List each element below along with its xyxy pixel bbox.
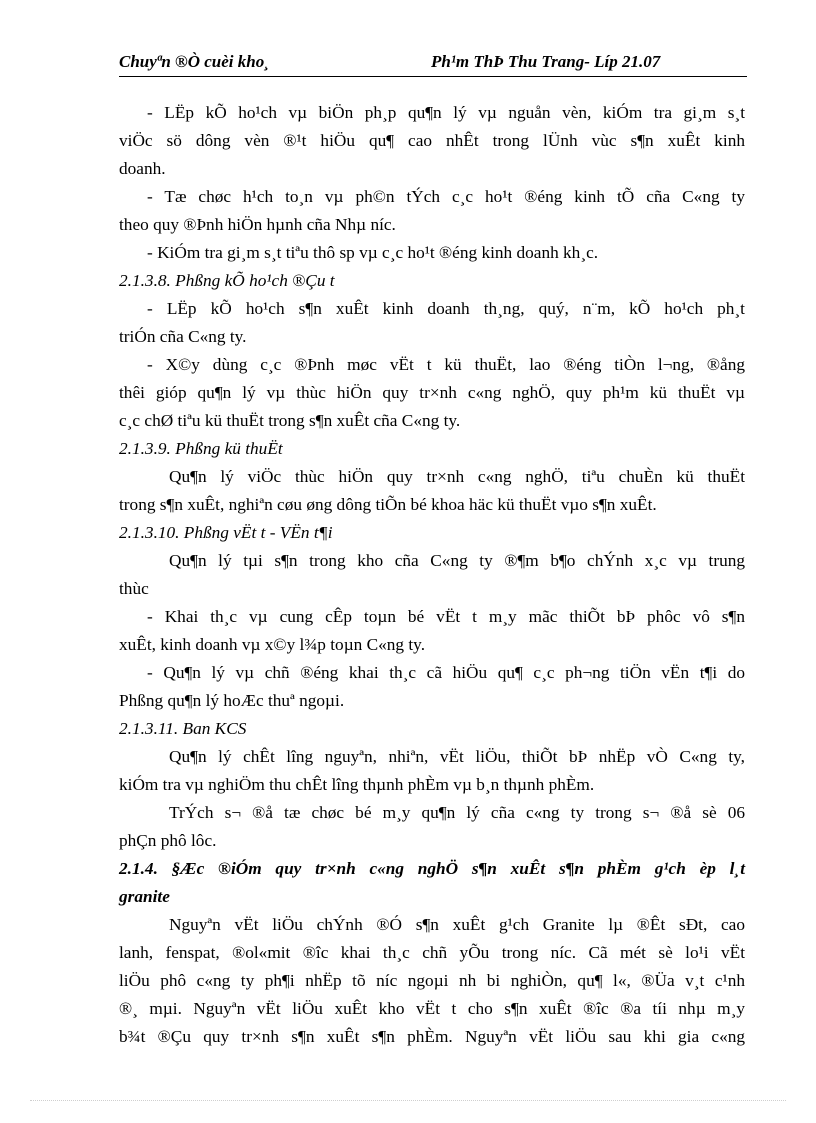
paragraph-line: doanh. [119, 159, 166, 178]
paragraph-line: - LËp kÕ ho¹ch vµ biÖn ph¸p qu¶n lý vµ nguån vèn, kiÓm tra gi¸m s¸t [147, 103, 745, 122]
paragraph-line: thêi gióp qu¶n lý vµ thùc hiÖn quy tr×nh c«ng nghÖ, quy ph¹m kü thuËt vµ [119, 383, 745, 402]
section-heading: 2.1.3.8. Phßng kÕ ho¹ch ®Çu t [119, 271, 335, 290]
paragraph-line: TrÝch s¬ ®å tæ chøc bé m¸y qu¶n lý cña c«ng ty trong s¬ ®å sè 06 [169, 803, 745, 822]
paragraph-line: - X©y dùng c¸c ®Þnh møc vËt t kü thuËt, lao ®éng tiÒn l¬ng, ®ång [147, 355, 745, 374]
section-heading: 2.1.3.10. Phßng vËt t - VËn t¶i [119, 523, 333, 542]
paragraph-line: - KiÓm tra gi¸m s¸t tiªu thô sp vµ c¸c ho¹t ®éng kinh doanh kh¸c. [147, 243, 599, 262]
paragraph-line: viÖc sö dông vèn ®¹t hiÖu qu¶ cao nhÊt trong lÜnh vùc s¶n xuÊt kinh [119, 131, 745, 150]
paragraph-line: kiÓm tra vµ nghiÖm thu chÊt lîng thµnh phÈm vµ b¸n thµnh phÈm. [119, 775, 595, 794]
paragraph-line: lanh, fenspat, ®ol«mit ®îc khai th¸c chñ yÕu trong níc. Cã mét sè lo¹i vËt [119, 943, 745, 962]
paragraph-line: Qu¶n lý viÖc thùc hiÖn quy tr×nh c«ng nghÖ, tiªu chuÈn kü thuËt [169, 467, 745, 486]
paragraph-line: theo quy ®Þnh hiÖn hµnh cña Nhµ níc. [119, 215, 396, 234]
paragraph-line: Qu¶n lý tµi s¶n trong kho cña C«ng ty ®¶m b¶o chÝnh x¸c vµ trung [169, 551, 745, 570]
paragraph-line: ®¸ mµi. Nguyªn vËt liÖu xuÊt kho vËt t cho s¶n xuÊt ®îc ®a tíi nhµ m¸y [119, 999, 745, 1018]
section-heading: granite [119, 887, 170, 906]
paragraph-line: - Khai th¸c vµ cung cÊp toµn bé vËt t m¸y mãc thiÕt bÞ phôc vô s¶n [147, 607, 745, 626]
section-heading: 2.1.3.11. Ban KCS [119, 719, 247, 738]
paragraph-line: triÓn cña C«ng ty. [119, 327, 247, 346]
paragraph-line: b¾t ®Çu quy tr×nh s¶n xuÊt s¶n phÈm. Nguyªn vËt liÖu sau khi gia c«ng [119, 1027, 745, 1046]
header-author: Ph¹m ThÞ Thu Trang- Líp 21.07 [431, 52, 661, 71]
paragraph-line: thùc [119, 579, 149, 598]
page-bottom-border [30, 1100, 786, 1101]
paragraph-line: trong s¶n xuÊt, nghiªn cøu øng dông tiÕn bé khoa häc kü thuËt vµo s¶n xuÊt. [119, 495, 657, 514]
paragraph-line: c¸c chØ tiªu kü thuËt trong s¶n xuÊt cña C«ng ty. [119, 411, 461, 430]
paragraph-line: Nguyªn vËt liÖu chÝnh ®Ó s¶n xuÊt g¹ch Granite lµ ®Êt sÐt, cao [169, 915, 745, 934]
paragraph-line: - Tæ chøc h¹ch to¸n vµ ph©n tÝch c¸c ho¹t ®éng kinh tÕ cña C«ng ty [147, 187, 745, 206]
paragraph-line: xuÊt, kinh doanh vµ x©y l¾p toµn C«ng ty. [119, 635, 426, 654]
paragraph-line: Qu¶n lý chÊt lîng nguyªn, nhiªn, vËt liÖu, thiÕt bÞ nhËp vÒ C«ng ty, [169, 747, 745, 766]
paragraph-line: - Qu¶n lý vµ chñ ®éng khai th¸c cã hiÖu qu¶ c¸c ph¬ng tiÖn vËn t¶i do [147, 663, 745, 682]
header-title: Chuyªn ®Ò cuèi kho¸ [119, 52, 270, 71]
paragraph-line: liÖu phô c«ng ty ph¶i nhËp tõ níc ngoµi nh bi nghiÒn, qu¶ l«, ®Üa v¸t c¹nh [119, 971, 745, 990]
paragraph-line: phÇn phô lôc. [119, 831, 217, 850]
header-rule [119, 76, 747, 77]
section-heading: 2.1.3.9. Phßng kü thuËt [119, 439, 283, 458]
section-heading: 2.1.4. §Æc ®iÓm quy tr×nh c«ng nghÖ s¶n xuÊt s¶n phÈm g¹ch èp l¸t [119, 859, 745, 878]
paragraph-line: Phßng qu¶n lý hoÆc thuª ngoµi. [119, 691, 345, 710]
paragraph-line: - LËp kÕ ho¹ch s¶n xuÊt kinh doanh th¸ng, quý, n¨m, kÕ ho¹ch ph¸t [147, 299, 745, 318]
